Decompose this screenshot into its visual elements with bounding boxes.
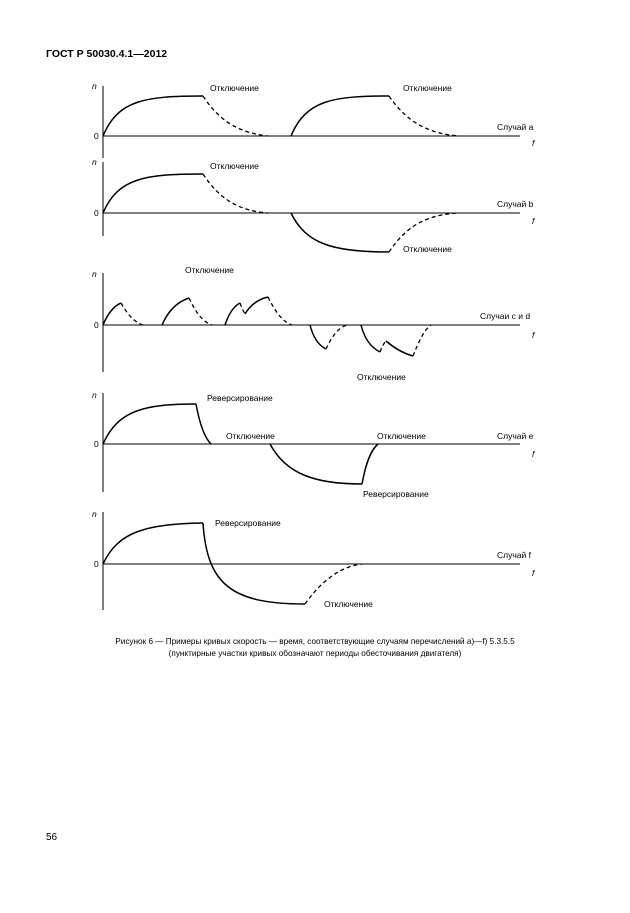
reverse-run-up-curve (270, 444, 362, 484)
coast-down-curve (203, 96, 268, 136)
x-axis-symbol: f (532, 216, 535, 226)
zero-label: 0 (94, 131, 99, 141)
run-up-curve (103, 96, 203, 136)
jog-pause-curve (326, 325, 347, 349)
zero-label: 0 (94, 320, 99, 330)
reversal-label: Реверсирование (363, 489, 429, 499)
reversal-label: Реверсирование (215, 518, 281, 528)
panel-case-f (92, 509, 536, 610)
zero-label: 0 (94, 439, 99, 449)
coast-down-curve (305, 564, 362, 604)
x-axis-symbol: f (532, 138, 535, 148)
reversal-curve (196, 404, 211, 444)
document-header: ГОСТ Р 50030.4.1—2012 (46, 48, 168, 60)
jog-pause-curve (240, 303, 245, 314)
jog-pulse-curve (245, 297, 268, 314)
y-axis-symbol: n (92, 81, 97, 91)
run-up-curve (103, 174, 203, 213)
jog-pulse-curve (103, 303, 121, 325)
panel-case-b (92, 157, 536, 254)
page-number: 56 (46, 832, 58, 843)
disconnect-label: Отключение (210, 83, 259, 93)
y-axis-symbol: n (92, 269, 97, 279)
panel-case-c-d (92, 265, 536, 382)
disconnect-label: Отключение (357, 372, 406, 382)
figure-caption (0, 636, 630, 660)
coast-down-curve (203, 174, 268, 213)
zero-label: 0 (94, 559, 99, 569)
disconnect-label: Отключение (185, 265, 234, 275)
zero-label: 0 (94, 208, 99, 218)
case-label-a: Случай a (497, 122, 534, 132)
reverse-run-up-curve (291, 213, 389, 252)
case-label-b: Случай b (497, 199, 534, 209)
y-axis-symbol: n (92, 509, 97, 519)
case-label-e: Случай e (497, 431, 534, 441)
x-axis-symbol: f (532, 568, 535, 578)
jog-pause-curve (189, 298, 212, 325)
jog-pause-curve (121, 303, 143, 325)
jog-pause-curve (413, 325, 431, 356)
run-up-curve (291, 96, 389, 136)
y-axis-symbol: n (92, 390, 97, 400)
reversal-curve (362, 444, 378, 484)
disconnect-label: Отключение (403, 83, 452, 93)
coast-down-curve (389, 96, 458, 136)
jog-pause-curve (268, 297, 292, 325)
case-label-f: Случай f (497, 550, 531, 560)
run-up-curve (103, 404, 196, 444)
disconnect-label: Отключение (210, 161, 259, 171)
case-label-c-d: Случаи c и d (480, 311, 531, 321)
disconnect-label: Отключение (377, 431, 426, 441)
jog-pause-curve (380, 341, 386, 352)
caption-line: Рисунок 6 — Примеры кривых скорость — время, соответствующие случаям перечислений а)—f) 5.3.5.5 (115, 637, 515, 646)
jog-pulse-curve (361, 325, 380, 352)
x-axis-symbol: f (532, 449, 535, 459)
reversal-label: Реверсирование (207, 393, 273, 403)
panel-case-a (92, 81, 536, 158)
jog-pulse-curve (225, 303, 240, 325)
disconnect-label: Отключение (226, 431, 275, 441)
jog-pulse-curve (162, 298, 189, 325)
jog-pulse-curve (386, 341, 413, 356)
x-axis-symbol: f (532, 330, 535, 340)
run-up-curve (103, 523, 203, 564)
jog-pulse-curve (310, 325, 326, 349)
disconnect-label: Отключение (403, 244, 452, 254)
caption-line: (пунктирные участки кривых обозначают периоды обесточивания двигателя) (168, 649, 462, 658)
panel-case-e (92, 390, 536, 499)
disconnect-label: Отключение (324, 599, 373, 609)
y-axis-symbol: n (92, 157, 97, 167)
